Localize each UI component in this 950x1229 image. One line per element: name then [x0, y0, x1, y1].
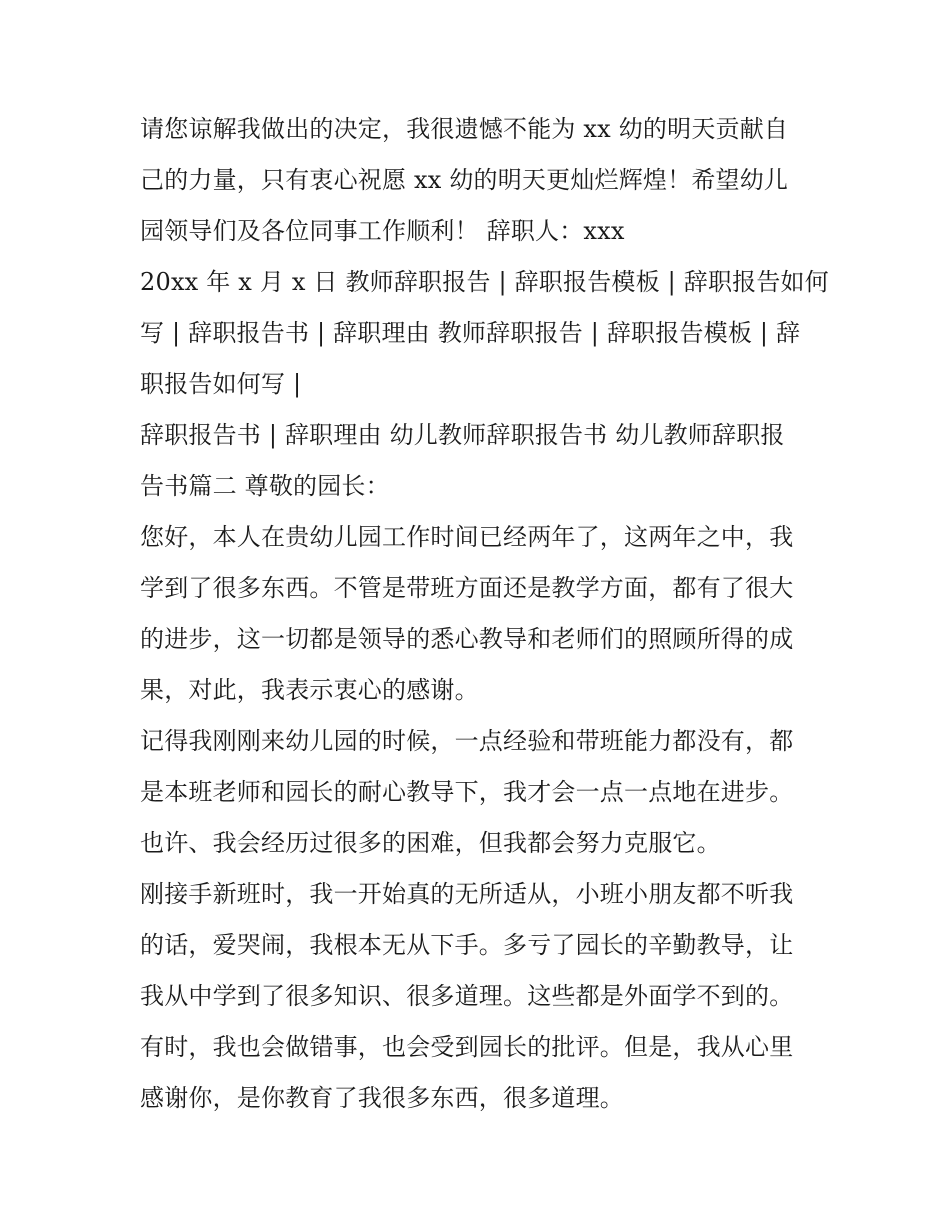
text-line-3: 园领导们及各位同事工作顺利！ 辞职人：xxx [140, 217, 625, 245]
text-line-4: 20xx 年 x 月 x 日 教师辞职报告 | 辞职报告模板 | 辞职报告如何 [140, 268, 829, 296]
text-line-10: 学到了很多东西。不管是带班方面还是教学方面，都有了很大 [140, 574, 794, 602]
text-line-2: 己的力量，只有衷心祝愿 xx 幼的明天更灿烂辉煌！希望幼儿 [140, 166, 789, 194]
text-line-16: 刚接手新班时，我一开始真的无所适从，小班小朋友都不听我 [140, 880, 794, 908]
text-line-19: 有时，我也会做错事，也会受到园长的批评。但是，我从心里 [140, 1033, 794, 1061]
text-line-12: 果，对此，我表示衷心的感谢。 [140, 676, 479, 704]
text-line-6: 职报告如何写 | [140, 370, 302, 398]
text-line-14: 是本班老师和园长的耐心教导下，我才会一点一点地在进步。 [140, 778, 794, 806]
text-line-11: 的进步，这一切都是领导的悉心教导和老师们的照顾所得的成 [140, 625, 794, 653]
text-line-1: 请您谅解我做出的决定，我很遗憾不能为 xx 幼的明天贡献自 [140, 115, 789, 143]
text-line-13: 记得我刚刚来幼儿园的时候，一点经验和带班能力都没有，都 [140, 727, 794, 755]
text-line-8: 告书篇二 尊敬的园长： [140, 472, 390, 500]
text-line-9: 您好，本人在贵幼儿园工作时间已经两年了，这两年之中，我 [140, 523, 794, 551]
text-line-7: 辞职报告书 | 辞职理由 幼儿教师辞职报告书 幼儿教师辞职报 [140, 421, 785, 449]
text-line-15: 也许、我会经历过很多的困难，但我都会努力克服它。 [140, 829, 721, 857]
text-line-18: 我从中学到了很多知识、很多道理。这些都是外面学不到的。 [140, 982, 794, 1010]
text-line-5: 写 | 辞职报告书 | 辞职理由 教师辞职报告 | 辞职报告模板 | 辞 [140, 319, 801, 347]
document-body [140, 104, 829, 1124]
text-line-17: 的话，爱哭闹，我根本无从下手。多亏了园长的辛勤教导，让 [140, 931, 794, 959]
text-line-20: 感谢你，是你教育了我很多东西，很多道理。 [140, 1084, 624, 1112]
